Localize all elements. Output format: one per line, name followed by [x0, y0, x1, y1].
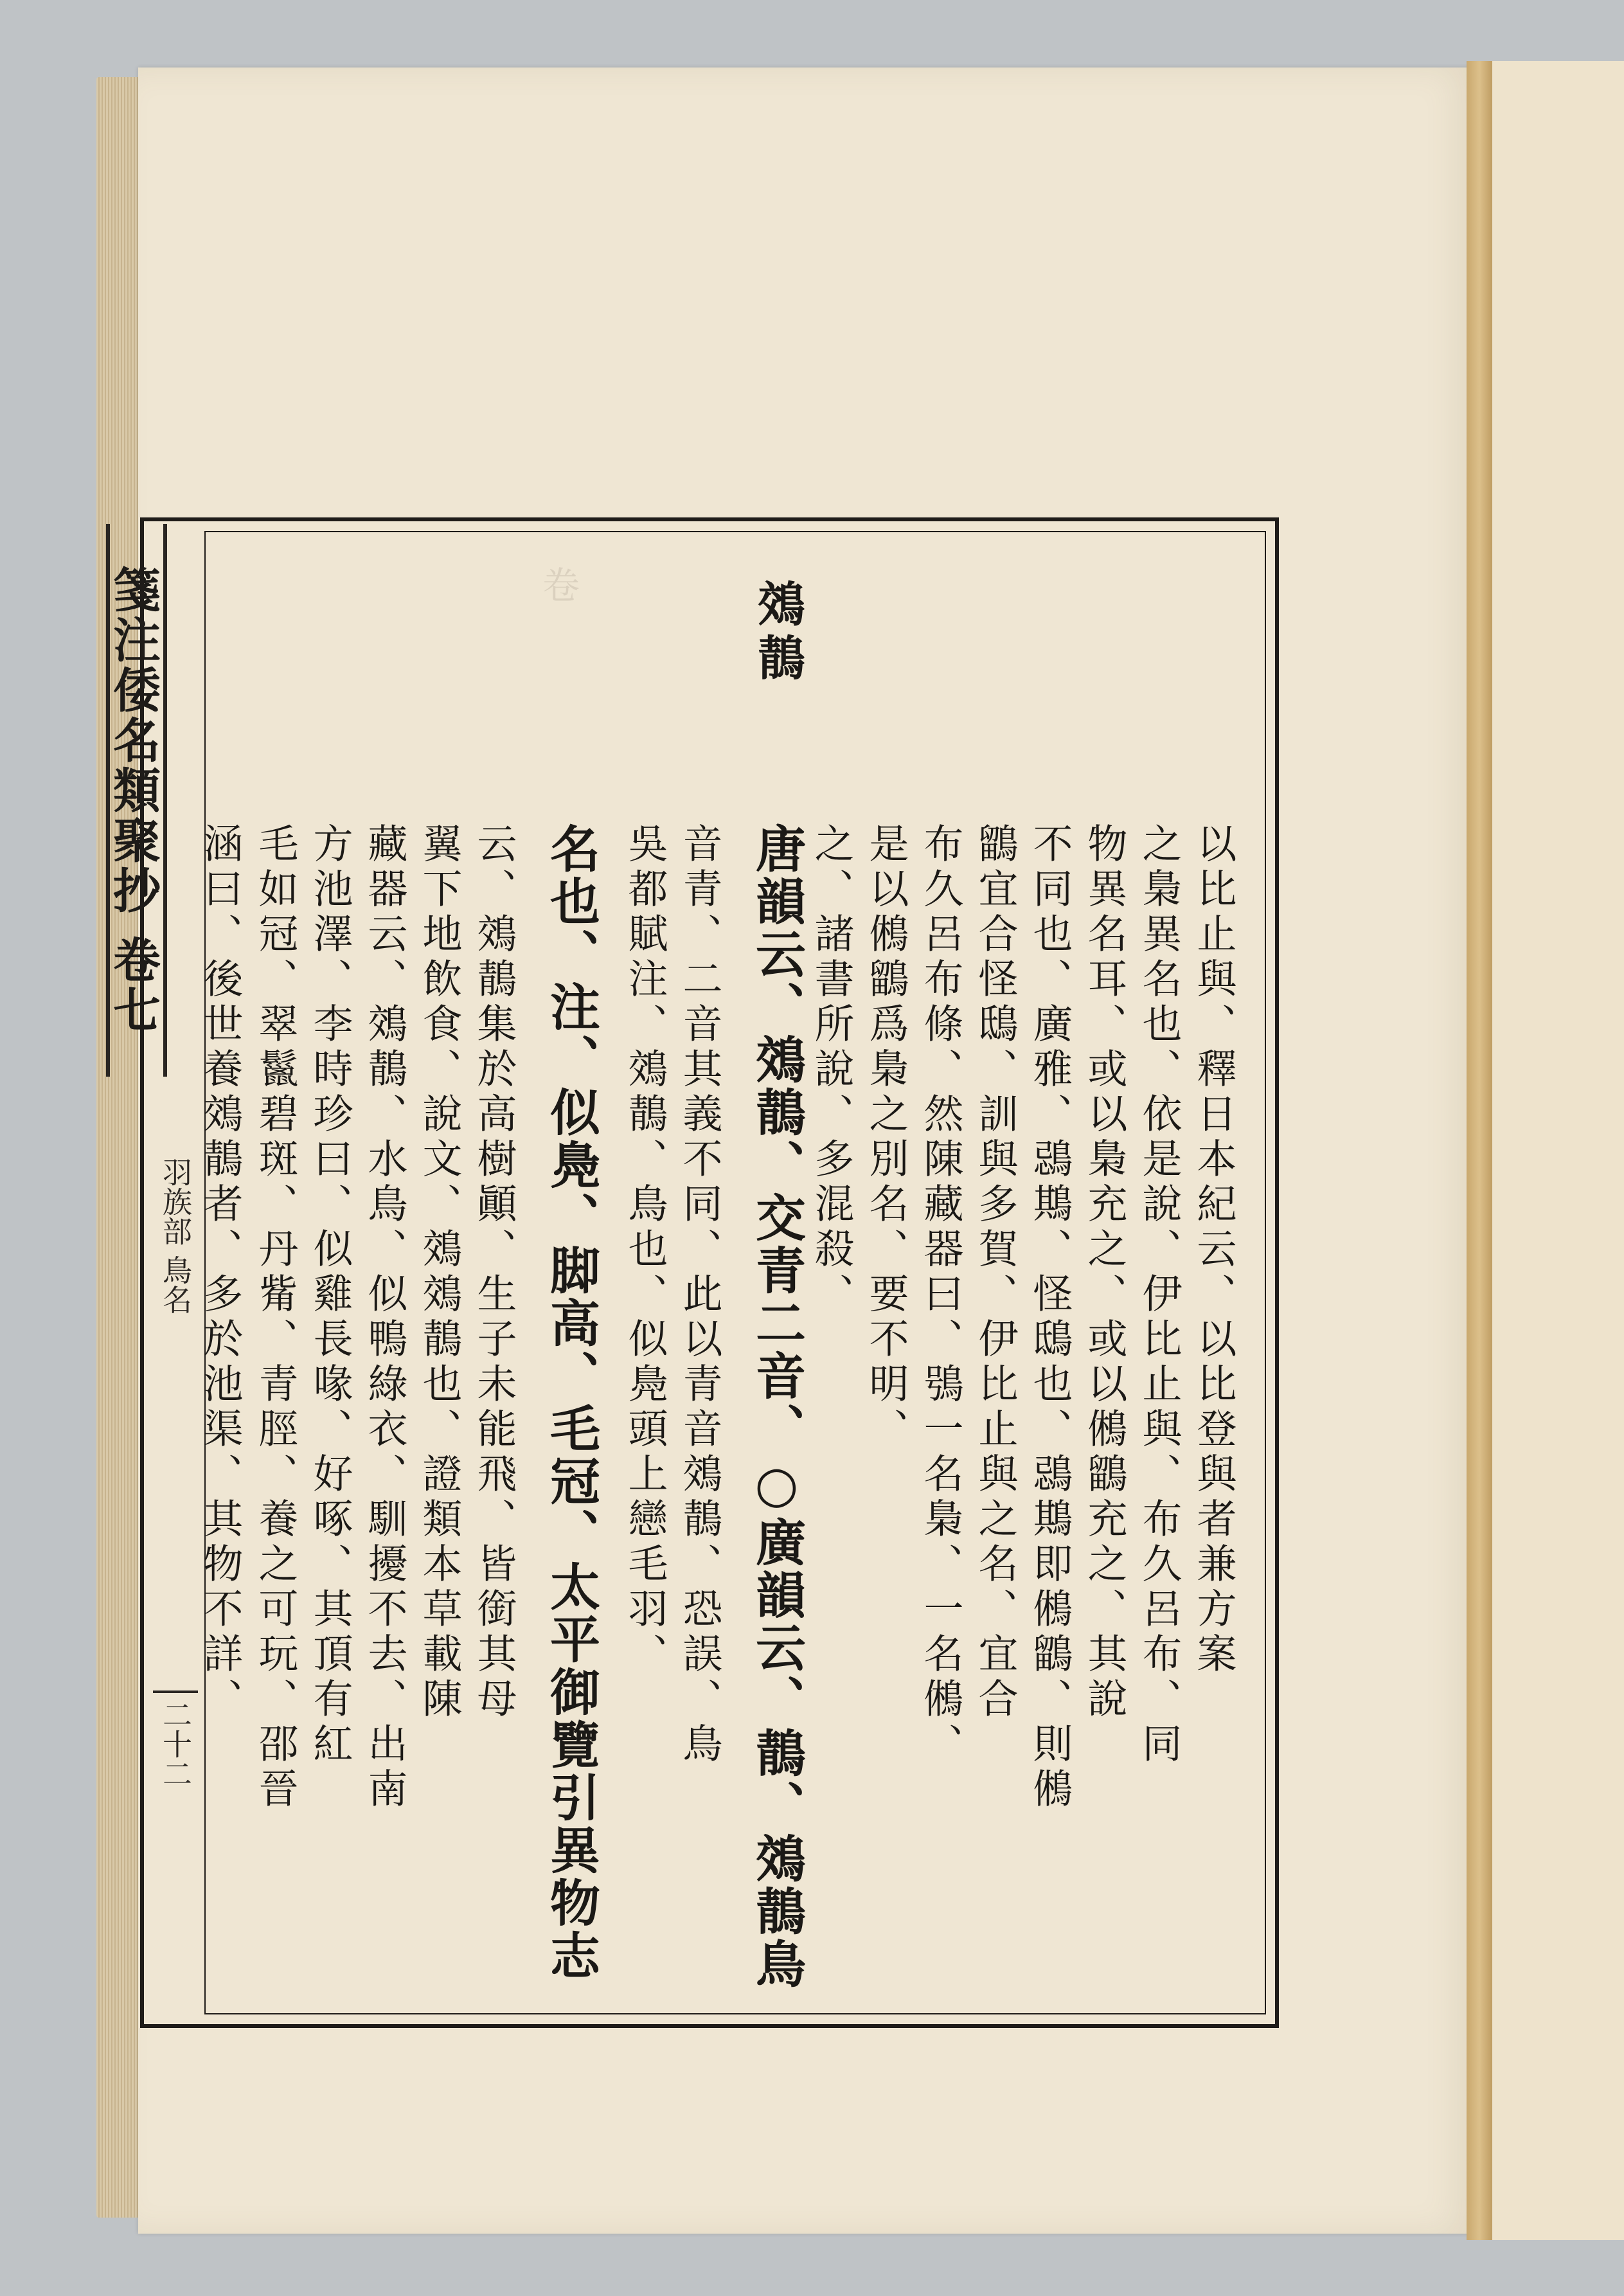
text-column: 毛如冠、翠鬣碧斑、丹觜、青脛、養之可玩、邵晉: [252, 823, 299, 1813]
text-column: 名也、注、似鳧、脚高、毛冠、太平御覽引異物志: [542, 823, 600, 1982]
facing-page: [1492, 61, 1624, 2240]
entry-heading: 鵁鶄: [750, 579, 805, 687]
page-number: 二十二: [153, 1691, 198, 1870]
text-column: 是以鵂鶹爲梟之別名、要不明、: [862, 823, 909, 1453]
spine-section: 羽族部 鳥名: [158, 1157, 193, 1314]
book-gutter: [1467, 61, 1492, 2240]
text-column: 唐韻云、鵁鶄、交青二音、○廣韻云、鶄、鵁鶄鳥: [747, 823, 806, 1991]
text-column: 以比止與、釋日本紀云、以比登與者兼方案: [1190, 823, 1237, 1678]
text-column: 不同也、廣雅、鵋䳢、怪鴟也、鵋䳢即鵂鶹、則鵂: [1026, 823, 1073, 1813]
text-column: 吳都賦注、鵁鶄、鳥也、似鳧頭上戀毛羽、: [621, 823, 668, 1678]
text-column: 方池澤、李時珍曰、似雞長喙、好啄、其頂有紅: [307, 823, 353, 1768]
text-column: 鶹宜合怪鴟、訓與多賀、伊比止與之名、宜合: [972, 823, 1019, 1723]
text-column: 云、鵁鶄集於高樹顚、生子未能飛、皆銜其母: [470, 823, 517, 1723]
text-column: 翼下地飲食、說文、鵁鵁鶄也、證類本草載陳: [416, 823, 463, 1723]
text-column: 涵曰、後世養鵁鶄者、多於池渠、其物不詳、: [197, 823, 244, 1723]
text-column: 布久呂布條、然陳藏器曰、鴞一名梟、一名鵂、: [917, 823, 964, 1768]
bleed-through-mark: 卷: [536, 566, 580, 603]
text-column: 音青、二音其義不同、此以青音鵁鶄、恐誤、鳥: [676, 823, 723, 1768]
text-column: 藏器云、鵁鶄、水鳥、似鴨綠衣、馴擾不去、出南: [361, 823, 408, 1813]
spine-title: 箋注倭名類聚抄 卷七: [106, 524, 167, 1077]
text-column: 物異名耳、或以梟充之、或以鵂鶹充之、其說: [1081, 823, 1128, 1723]
text-column: 之、諸書所說、多混殺、: [808, 823, 855, 1318]
text-column: 之梟異名也、依是說、伊比止與、布久呂布、同: [1136, 823, 1182, 1768]
